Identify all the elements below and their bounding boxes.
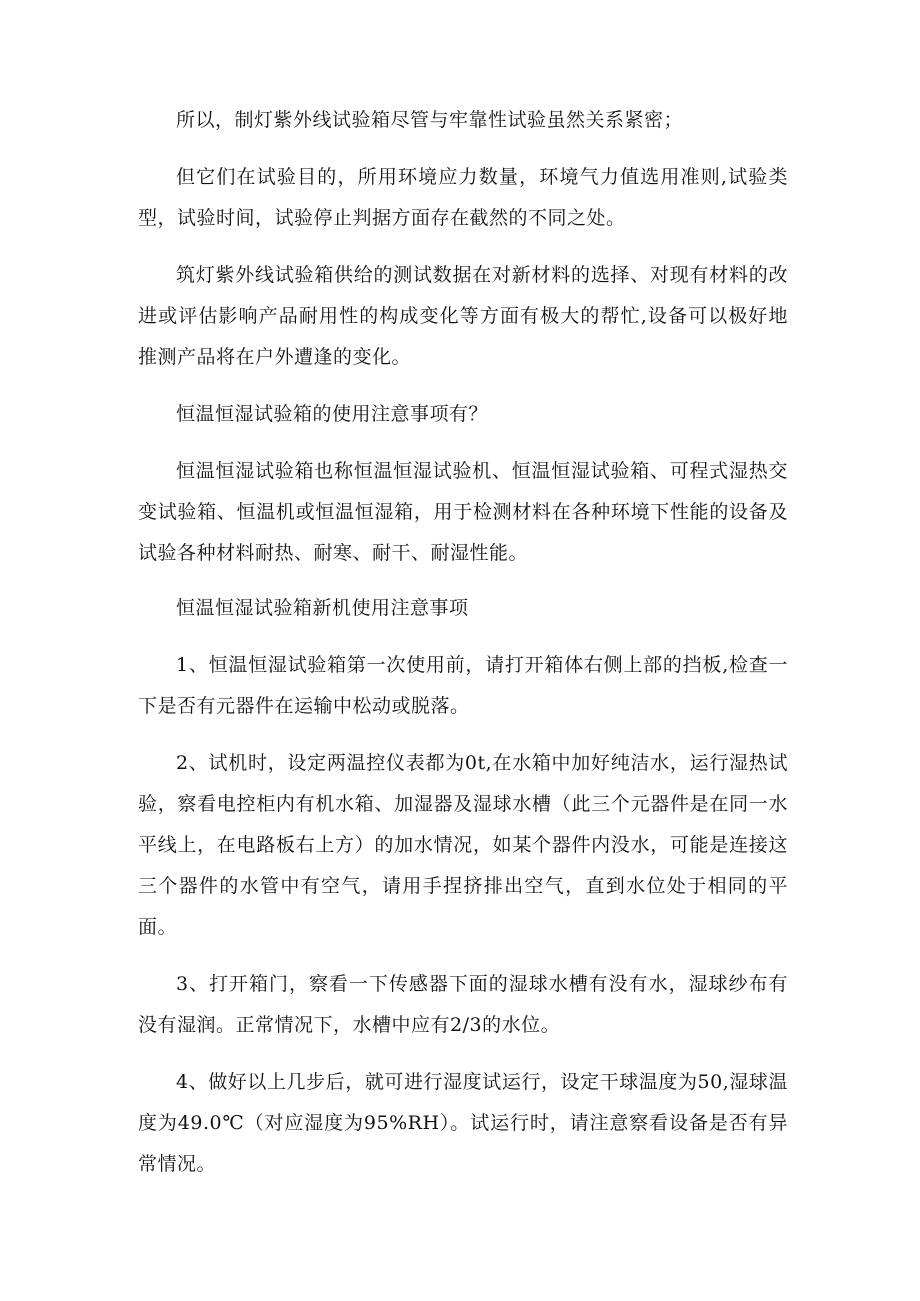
paragraph-test-data: 筑灯紫外线试验箱供给的测试数据在对新材料的选择、对现有材料的改进或评估影响产品耐用性的构成变化等方面有极大的帮忙,设备可以极好地推测产品将在户外遭逢的变化。 (138, 264, 788, 368)
paragraph-step-4: 4、做好以上几步后，就可进行湿度试运行，设定干球温度为50,湿球温度为49.0℃（对应湿度为95%RH）。试运行时，请注意察看设备是否有异常情况。 (138, 1071, 788, 1175)
paragraph-intro: 所以，制灯紫外线试验箱尽管与牢靠性试验虽然关系紧密； (176, 109, 684, 131)
paragraph-differences: 但它们在试验目的，所用环境应力数量，环境气力值选用准则,试验类型，试验时间，试验停止判据方面存在截然的不同之处。 (138, 166, 788, 229)
paragraph-chamber-definition: 恒温恒湿试验箱也称恒温恒湿试验机、恒温恒湿试验箱、可程式湿热交变试验箱、恒温机或恒温恒湿箱，用于检测材料在各种环境下性能的设备及试验各种材料耐热、耐寒、耐干、耐湿性能。 (138, 460, 788, 564)
paragraph-question-heading: 恒温恒湿试验箱的使用注意事项有？ (176, 403, 489, 425)
paragraph-step-3: 3、打开箱门，察看一下传感器下面的湿球水槽有没有水，湿球纱布有没有湿润。正常情况下，水槽中应有2/3的水位。 (138, 973, 788, 1036)
paragraph-new-machine-heading: 恒温恒湿试验箱新机使用注意事项 (176, 597, 469, 619)
paragraph-step-1: 1、恒温恒湿试验箱第一次使用前，请打开箱体右侧上部的挡板,检查一下是否有元器件在运输中松动或脱落。 (138, 654, 788, 717)
document-body (138, 100, 788, 1185)
paragraph-step-2: 2、试机时，设定两温控仪表都为0t,在水箱中加好纯洁水，运行湿热试验，察看电控柜内有机水箱、加湿器及湿球水槽（此三个元器件是在同一水平线上，在电路板右上方）的加水情况，如某个器件内没水，可能是连接这三个器件的水管中有空气，请用手捏挤排出空气，直到水位处于相同的平面。 (138, 752, 788, 938)
